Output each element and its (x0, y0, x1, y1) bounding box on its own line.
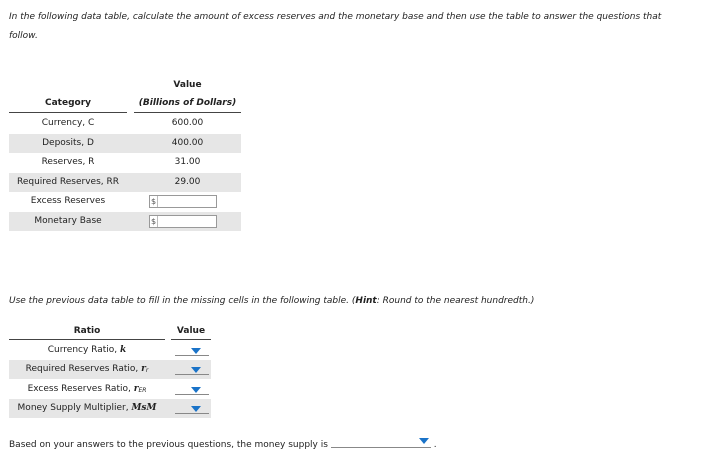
category-cell: Currency, C (41, 118, 95, 128)
ratio-label-text: Money Supply Multiplier, (17, 403, 132, 413)
chevron-down-icon (191, 367, 201, 373)
header-divider (9, 112, 127, 113)
question-text: Based on your answers to the previous questions, the money supply is (9, 440, 328, 450)
chevron-down-icon (191, 348, 201, 354)
ratio-symbol: r (141, 364, 146, 374)
excess-reserves-ratio-dropdown[interactable] (175, 384, 209, 395)
money-supply-dropdown[interactable] (331, 436, 431, 448)
ratio-symbol: MsM (131, 403, 157, 413)
table-row (9, 153, 241, 172)
money-supply-multiplier-dropdown[interactable] (175, 403, 209, 414)
dollar-sign: $ (151, 217, 157, 226)
ratio-label-text: Currency Ratio, (47, 345, 120, 355)
table-row (9, 360, 211, 379)
table-row (9, 114, 241, 133)
column-header-category: Category (44, 98, 91, 108)
ratio-symbol: k (120, 345, 127, 355)
ratio-label (9, 380, 165, 399)
column-header-value: Value (173, 80, 202, 90)
header-divider (134, 112, 241, 113)
excess-reserves-input[interactable] (149, 195, 217, 208)
ratio-label (9, 341, 165, 360)
header-divider (9, 339, 165, 340)
category-cell: Required Reserves, RR (16, 177, 119, 187)
chevron-down-icon (191, 387, 201, 393)
category-cell: Deposits, D (42, 138, 94, 148)
value-cell: 29.00 (174, 177, 201, 187)
instructions-part: : Round to the nearest hundredth.) (376, 296, 535, 306)
question-period: . (433, 440, 437, 450)
monetary-base-input[interactable] (149, 215, 217, 228)
dollar-sign: $ (151, 197, 157, 206)
ratio-symbol: r (133, 384, 139, 394)
table-row (9, 399, 211, 418)
table-instructions (9, 292, 689, 311)
ratio-subscript: r (145, 367, 149, 374)
currency-ratio-dropdown[interactable] (175, 345, 209, 356)
column-header-ratio: Ratio (73, 326, 101, 336)
value-cell: 600.00 (171, 118, 204, 128)
ratio-label (9, 399, 165, 418)
chevron-down-icon (419, 438, 429, 444)
category-cell: Reserves, R (41, 157, 95, 167)
column-header-value: Value (176, 326, 206, 336)
ratio-label-text: Required Reserves Ratio, (25, 364, 142, 374)
instructions-part: Use the previous data table to fill in the missing cells in the following table. ( (9, 296, 356, 306)
table-row (9, 192, 241, 211)
header-divider (171, 339, 211, 340)
hint-label: Hint (355, 296, 377, 306)
money-supply-question (9, 436, 437, 455)
category-cell: Monetary Base (34, 216, 102, 226)
ratio-subscript: ER (138, 387, 147, 394)
required-reserves-ratio-dropdown[interactable] (175, 364, 209, 375)
chevron-down-icon (191, 406, 201, 412)
table-row (9, 212, 241, 231)
value-cell: 400.00 (171, 138, 204, 148)
instructions-text: In the following data table, calculate the amount of excess reserves and the monetary base and then use the table to answer the questions that follow. (9, 12, 662, 41)
table-row (9, 173, 241, 192)
table-row (9, 341, 211, 360)
category-cell: Excess Reserves (30, 196, 106, 206)
ratio-label-text: Excess Reserves Ratio, (27, 384, 134, 394)
value-cell: 31.00 (174, 157, 201, 167)
table-row (9, 134, 241, 153)
table-row (9, 380, 211, 399)
ratio-label (9, 360, 165, 379)
column-header-units: (Billions of Dollars) (138, 98, 237, 108)
